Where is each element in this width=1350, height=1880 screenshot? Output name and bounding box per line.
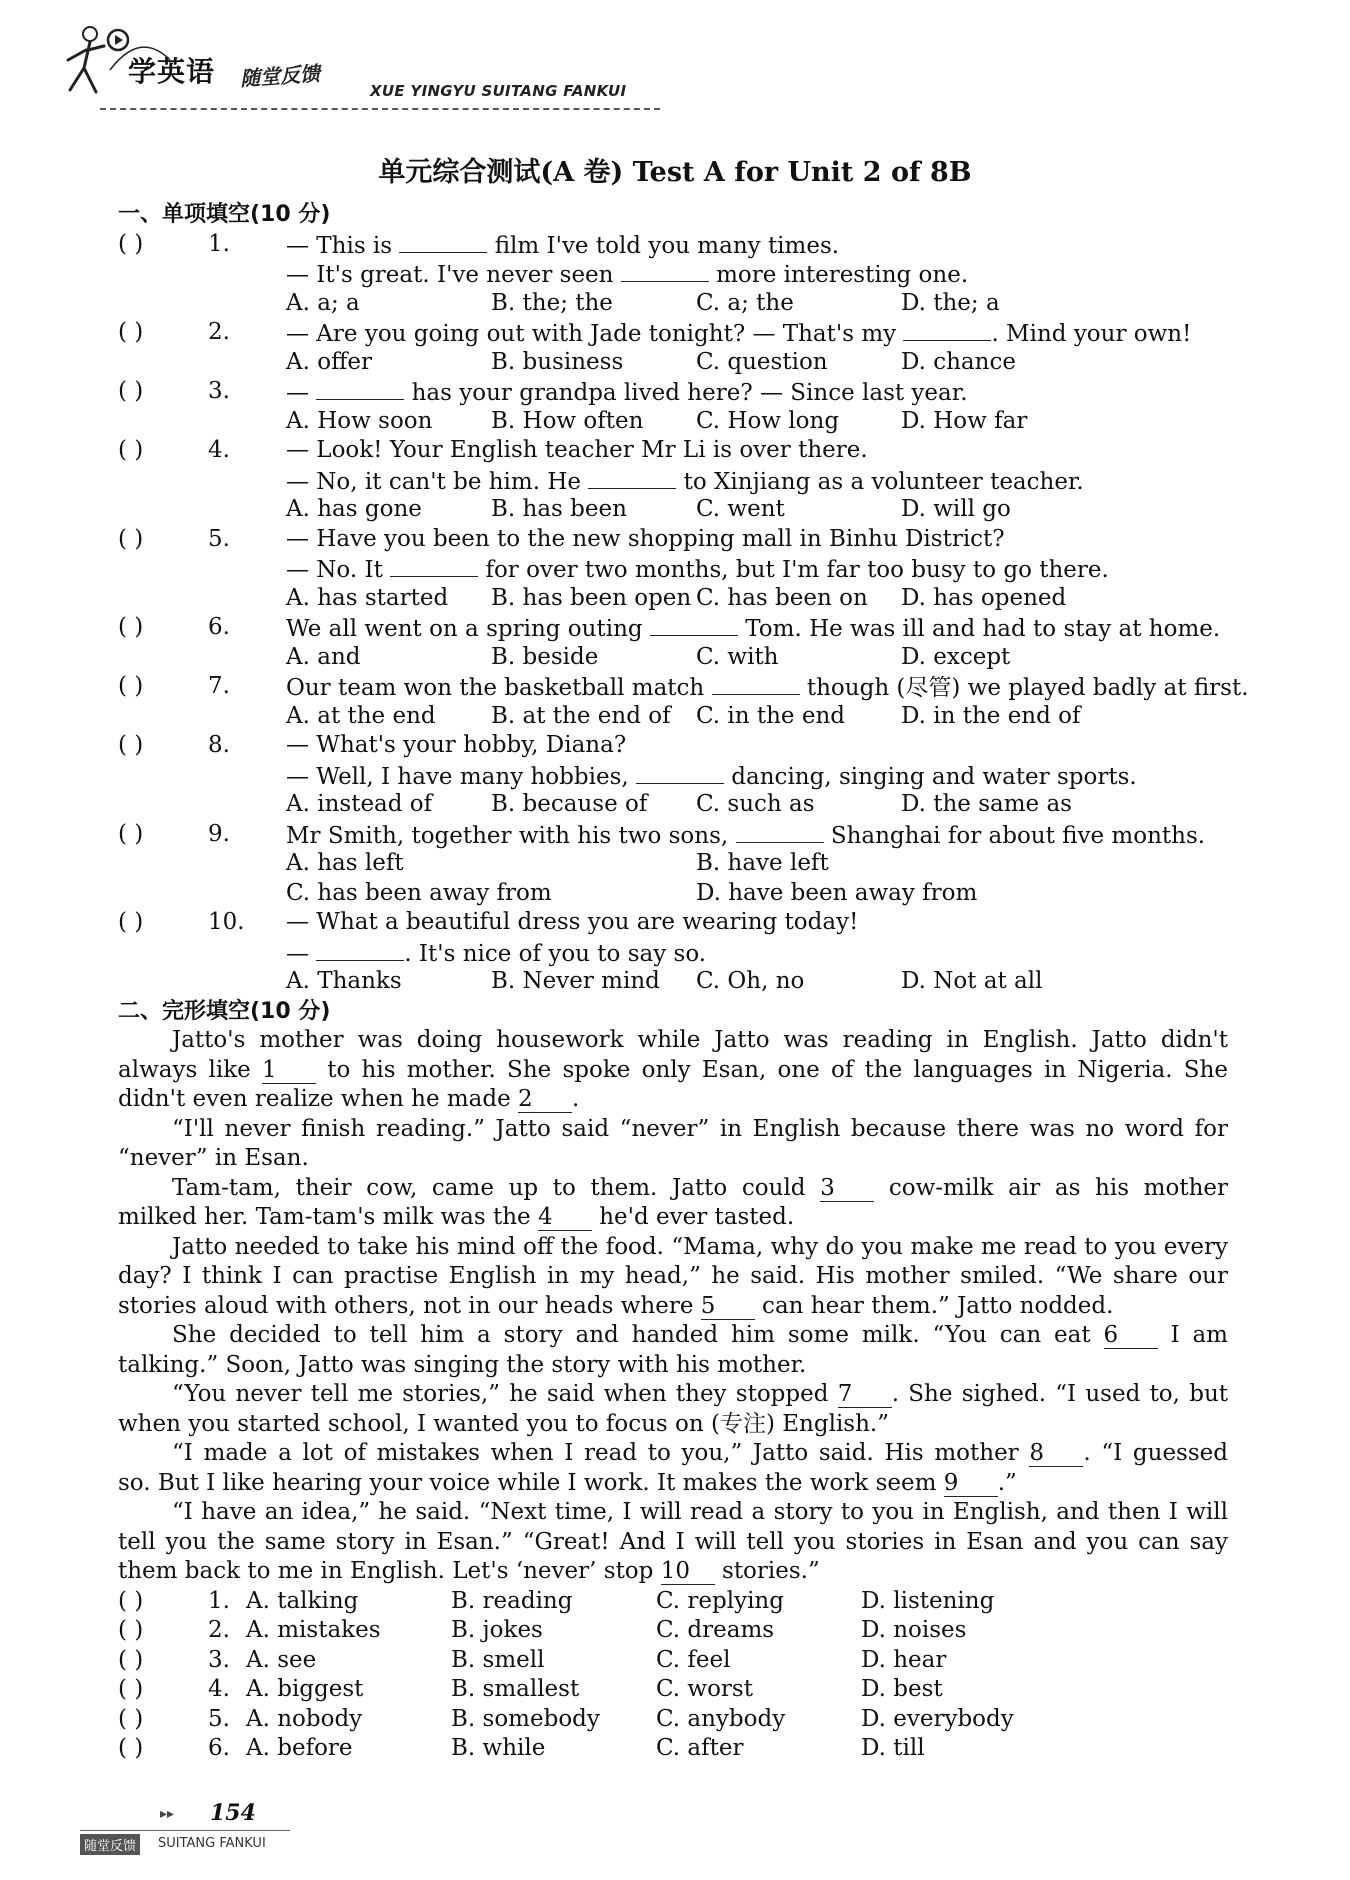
answer-option: B. at the end of <box>491 702 671 729</box>
text-line <box>118 1587 1238 1617</box>
text-line <box>118 525 1238 555</box>
answer-blank <box>316 938 404 961</box>
answer-option: A. nobody <box>246 1705 363 1732</box>
answer-option: A. mistakes <box>246 1617 381 1643</box>
answer-option: D. Not at all <box>901 968 1043 994</box>
text-fragment: always like <box>118 1056 262 1083</box>
text-line <box>118 1321 1238 1351</box>
text-line <box>118 1085 1238 1115</box>
answer-option: B. because of <box>491 791 648 817</box>
text-fragment: We all went on a spring outing <box>286 616 650 642</box>
question-number: 6. <box>208 1735 230 1761</box>
cloze-blank-number: 8 <box>1029 1442 1083 1467</box>
passage-line <box>118 1203 1228 1233</box>
answer-option: D. everybody <box>861 1705 1014 1732</box>
text-fragment: so. But I like hearing your voice while I work. It makes the work seem <box>118 1469 944 1496</box>
arrow-icon: ▸▸ <box>160 1806 175 1822</box>
text-fragment: to his mother. She spoke only Esan, one of the languages in Nigeria. She <box>315 1056 1228 1083</box>
answer-bracket: ( ) <box>118 732 144 758</box>
text-line <box>118 1410 1238 1440</box>
text-fragment: cow-milk air as his mother <box>874 1174 1228 1201</box>
answer-option: C. replying <box>656 1587 784 1614</box>
answer-option: B. How often <box>491 407 644 434</box>
answer-bracket: ( ) <box>118 437 144 463</box>
text-line <box>118 466 1238 496</box>
text-line <box>118 643 1238 673</box>
question-text <box>286 466 1084 498</box>
text-fragment: . She sighed. “I used to, but <box>891 1381 1228 1407</box>
question-number: 10. <box>208 909 245 935</box>
question-text <box>286 436 868 466</box>
passage-line <box>172 1321 1228 1351</box>
text-line <box>118 1439 1238 1469</box>
text-fragment: Tom. He was ill and had to stay at home. <box>737 616 1221 642</box>
text-line <box>118 672 1249 702</box>
question-text <box>286 259 968 291</box>
answer-bracket: ( ) <box>118 230 144 257</box>
passage-line <box>118 1262 1228 1292</box>
text-fragment: “I'll never finish reading.” Jatto said “never” in English because there was no word for <box>172 1115 1228 1142</box>
passage-line <box>172 1115 1228 1145</box>
question-number: 5. <box>208 1705 230 1732</box>
text-fragment: — What's your hobby, Diana? <box>286 732 627 758</box>
text-fragment: more interesting one. <box>708 262 969 288</box>
passage-line <box>118 1351 1228 1381</box>
text-fragment: can hear them.” Jatto nodded. <box>754 1292 1114 1319</box>
answer-option: B. business <box>491 348 624 375</box>
text-line <box>118 761 1238 791</box>
text-line <box>118 1469 1238 1499</box>
answer-option: D. in the end of <box>901 702 1081 729</box>
header-divider <box>100 108 660 110</box>
text-fragment: . Mind your own! <box>991 321 1192 347</box>
answer-bracket: ( ) <box>118 1735 144 1761</box>
text-line <box>118 495 1238 525</box>
text-line <box>118 584 1238 614</box>
answer-option: C. such as <box>696 791 815 817</box>
answer-option: A. talking <box>246 1587 359 1614</box>
answer-option: C. dreams <box>656 1617 775 1643</box>
answer-option: A. before <box>246 1735 353 1761</box>
text-fragment: — Look! Your English teacher Mr Li is over there. <box>286 437 868 463</box>
question-text <box>286 820 1205 852</box>
text-line <box>118 938 1238 968</box>
text-line <box>118 879 1238 909</box>
answer-option: A. has left <box>286 850 404 876</box>
passage-line <box>172 1026 1228 1056</box>
text-line <box>118 436 1238 466</box>
text-line <box>118 1174 1238 1204</box>
passage-line <box>172 1233 1228 1263</box>
answer-option: C. Oh, no <box>696 968 805 994</box>
answer-option: A. instead of <box>286 791 433 817</box>
answer-option: C. worst <box>656 1676 753 1702</box>
text-line <box>118 1115 1238 1145</box>
answer-bracket: ( ) <box>118 909 144 935</box>
question-text <box>286 525 1005 555</box>
text-fragment: . “I guessed <box>1083 1440 1228 1466</box>
text-line <box>118 1380 1238 1410</box>
brand-subtitle-cn: 随堂反馈 <box>239 61 321 91</box>
answer-option: A. a; a <box>286 289 360 316</box>
text-fragment: — No, it can't be him. He <box>286 468 589 495</box>
question-number: 6. <box>208 614 230 640</box>
answer-bracket: ( ) <box>118 525 144 552</box>
text-line <box>118 1705 1238 1735</box>
answer-option: B. smell <box>451 1646 545 1673</box>
page-header <box>60 20 660 120</box>
page-number: 154 <box>210 1800 256 1826</box>
text-line <box>118 554 1238 584</box>
cloze-blank-number: 7 <box>838 1383 892 1408</box>
answer-bracket: ( ) <box>118 1646 144 1673</box>
answer-option: C. question <box>696 348 828 375</box>
text-line <box>118 377 1238 407</box>
question-text <box>286 377 968 409</box>
question-text <box>286 908 858 938</box>
brand-title-en: XUE YINGYU SUITANG FANKUI <box>370 82 627 100</box>
text-fragment: Shanghai for about five months. <box>823 822 1206 849</box>
answer-option: A. How soon <box>286 407 433 434</box>
answer-bracket: ( ) <box>118 673 144 699</box>
answer-blank <box>621 259 709 282</box>
text-fragment: — This is <box>286 232 400 259</box>
text-fragment: Jatto needed to take his mind off the food. “Mama, why do you make me read to you every <box>172 1233 1228 1260</box>
text-fragment: for over two months, but I'm far too busy to go there. <box>478 557 1109 583</box>
footer-badge: 随堂反馈 <box>80 1834 140 1855</box>
answer-option: C. in the end <box>696 702 846 729</box>
answer-option: D. except <box>901 643 1011 670</box>
answer-bracket: ( ) <box>118 1587 144 1614</box>
text-line <box>118 259 1238 289</box>
answer-blank <box>390 554 478 577</box>
text-line <box>118 849 1238 879</box>
question-number: 7. <box>208 673 230 699</box>
question-text <box>286 731 626 761</box>
answer-option: A. and <box>286 643 361 670</box>
answer-blank <box>712 672 800 695</box>
text-fragment: Our team won the basketball match <box>286 675 712 701</box>
text-fragment: “I have an idea,” he said. “Next time, I will read a story to you in English, and then I will <box>172 1499 1228 1525</box>
answer-option: D. How far <box>901 407 1028 434</box>
text-fragment: “I made a lot of mistakes when I read to you,” Jatto said. His mother <box>172 1440 1030 1466</box>
cloze-blank-number: 6 <box>1104 1324 1158 1349</box>
text-fragment: them back to me in English. Let's ‘never’ stop <box>118 1558 661 1584</box>
question-number: 1. <box>208 1587 230 1614</box>
passage-line <box>172 1439 1228 1469</box>
text-fragment: didn't even realize when he made <box>118 1086 519 1112</box>
question-text <box>286 318 1191 350</box>
answer-option: B. Never mind <box>491 968 660 994</box>
text-fragment: stories.” <box>714 1558 820 1584</box>
answer-option: A. biggest <box>246 1676 364 1702</box>
text-line <box>118 997 1238 1027</box>
answer-blank <box>636 761 724 784</box>
answer-option: B. have left <box>696 850 829 876</box>
text-line <box>118 1734 1238 1764</box>
text-line <box>118 613 1238 643</box>
answer-option: A. Thanks <box>286 968 402 994</box>
answer-option: D. has opened <box>901 584 1067 611</box>
text-line <box>118 407 1238 437</box>
text-fragment: — <box>286 940 317 967</box>
answer-bracket: ( ) <box>118 614 144 640</box>
answer-option: B. somebody <box>451 1705 600 1732</box>
text-line <box>118 348 1238 378</box>
passage-line <box>118 1056 1228 1086</box>
question-number: 2. <box>208 319 230 345</box>
answer-option: A. has gone <box>286 496 422 522</box>
text-fragment: — What a beautiful dress you are wearing today! <box>286 909 859 935</box>
text-line <box>118 1292 1238 1322</box>
answer-bracket: ( ) <box>118 1705 144 1732</box>
answer-bracket: ( ) <box>118 319 144 345</box>
cloze-blank-number: 9 <box>944 1472 998 1497</box>
answer-option: D. hear <box>861 1646 947 1673</box>
answer-option: D. have been away from <box>696 879 978 906</box>
answer-bracket: ( ) <box>118 1617 144 1643</box>
question-number: 8. <box>208 732 230 758</box>
text-fragment: — No. It <box>286 557 391 583</box>
text-fragment: day? I think I can practise English in my head,” he said. His mother smiled. “We share our <box>118 1263 1228 1289</box>
text-line <box>118 908 1238 938</box>
text-fragment: Jatto's mother was doing housework while Jatto was reading in English. Jatto didn't <box>172 1027 1228 1053</box>
answer-option: C. has been on <box>696 584 868 611</box>
page-title: 单元综合测试(A 卷) Test A for Unit 2 of 8B <box>378 157 972 188</box>
answer-option: D. the; a <box>901 289 1000 316</box>
text-fragment: She decided to tell him a story and handed him some milk. “You can eat <box>172 1322 1104 1348</box>
footer-divider <box>80 1830 290 1831</box>
text-fragment: — It's great. I've never seen <box>286 262 621 288</box>
text-line <box>118 1144 1238 1174</box>
text-line <box>118 1616 1238 1646</box>
answer-option: A. see <box>246 1646 317 1673</box>
question-number: 4. <box>208 1676 230 1702</box>
text-fragment: milked her. Tam-tam's milk was the <box>118 1204 538 1230</box>
question-number: 9. <box>208 820 230 847</box>
answer-option: C. after <box>656 1735 744 1761</box>
answer-option: A. offer <box>286 348 373 375</box>
text-fragment: I am <box>1157 1322 1228 1348</box>
text-line <box>118 1026 1238 1056</box>
answer-option: D. best <box>861 1676 943 1702</box>
text-line <box>118 200 1238 230</box>
text-fragment: when you started school, I wanted you to focus on (专注) English.” <box>118 1410 889 1437</box>
passage-line <box>118 1528 1228 1558</box>
brand-title-cn: 学英语 <box>128 55 216 88</box>
question-text <box>286 554 1109 586</box>
question-text <box>286 230 839 262</box>
text-fragment: — Well, I have many hobbies, <box>286 763 636 790</box>
text-line <box>118 318 1238 348</box>
text-line <box>118 1557 1238 1587</box>
text-line <box>118 967 1238 997</box>
answer-option: C. How long <box>696 407 840 434</box>
answer-option: C. feel <box>656 1646 731 1673</box>
text-line <box>118 820 1238 850</box>
text-fragment: tell you the same story in Esan.” “Great! And I will tell you stories in Esan and you can say <box>118 1528 1228 1555</box>
text-fragment: has your grandpa lived here? — Since last year. <box>404 380 968 406</box>
passage-line <box>118 1292 1228 1322</box>
text-line <box>118 1646 1238 1676</box>
answer-option: B. smallest <box>451 1676 580 1702</box>
answer-option: C. went <box>696 496 785 522</box>
text-fragment: — <box>286 380 317 406</box>
answer-option: B. beside <box>491 643 599 670</box>
section-heading: 二、完形填空(10 分) <box>118 998 331 1024</box>
text-line <box>118 1528 1238 1558</box>
text-line <box>118 1351 1238 1381</box>
answer-option: B. has been open <box>491 584 692 611</box>
answer-option: C. with <box>696 643 779 670</box>
answer-option: D. noises <box>861 1617 967 1643</box>
answer-option: A. at the end <box>286 702 436 729</box>
answer-option: B. while <box>451 1735 546 1761</box>
text-line <box>118 230 1238 260</box>
text-fragment: to Xinjiang as a volunteer teacher. <box>676 468 1084 495</box>
answer-blank <box>650 613 738 636</box>
text-fragment: though (尽管) we played badly at first. <box>799 675 1249 701</box>
answer-option: B. reading <box>451 1587 573 1614</box>
question-number: 3. <box>208 1646 230 1673</box>
question-number: 5. <box>208 525 230 552</box>
answer-option: D. will go <box>901 496 1011 522</box>
answer-blank <box>316 377 404 400</box>
text-fragment: . It's nice of you to say so. <box>404 940 707 967</box>
answer-bracket: ( ) <box>118 378 144 404</box>
footer-brand: SUITANG FANKUI <box>158 1836 266 1851</box>
test-content <box>118 200 1249 1764</box>
question-text <box>286 938 706 970</box>
text-fragment: — Are you going out with Jade tonight? — That's my <box>286 321 904 347</box>
question-number: 3. <box>208 378 230 404</box>
cloze-blank-number: 3 <box>820 1177 874 1202</box>
text-line <box>118 1262 1238 1292</box>
page-footer <box>80 1800 480 1880</box>
text-fragment: — Have you been to the new shopping mall in Binhu District? <box>286 525 1005 552</box>
answer-blank <box>588 466 676 489</box>
text-fragment: .” <box>997 1469 1017 1496</box>
text-fragment: film I've told you many times. <box>487 232 840 259</box>
answer-blank <box>903 318 991 341</box>
text-fragment: Mr Smith, together with his two sons, <box>286 822 736 849</box>
question-number: 4. <box>208 437 230 463</box>
answer-blank <box>736 820 824 843</box>
question-text <box>286 613 1220 645</box>
answer-option: D. till <box>861 1735 925 1761</box>
text-line <box>118 1498 1238 1528</box>
passage-line <box>118 1469 1228 1499</box>
text-fragment: talking.” Soon, Jatto was singing the story with his mother. <box>118 1351 807 1378</box>
answer-option: B. has been <box>491 496 627 522</box>
answer-option: B. the; the <box>491 289 613 316</box>
text-line <box>118 790 1238 820</box>
question-text <box>286 672 1249 704</box>
answer-option: C. has been away from <box>286 879 552 906</box>
passage-line <box>172 1498 1228 1528</box>
answer-option: B. jokes <box>451 1617 543 1643</box>
text-fragment: “You never tell me stories,” he said when they stopped <box>172 1381 838 1407</box>
answer-option: A. has started <box>286 584 449 611</box>
cloze-blank-number: 5 <box>701 1295 755 1320</box>
text-line <box>118 731 1238 761</box>
text-fragment: “never” in Esan. <box>118 1145 309 1171</box>
text-fragment: he'd ever tasted. <box>591 1204 795 1230</box>
cloze-blank-number: 10 <box>661 1560 715 1585</box>
text-fragment: Tam-tam, their cow, came up to them. Jatto could <box>172 1174 821 1201</box>
section-heading: 一、单项填空(10 分) <box>118 202 331 227</box>
answer-bracket: ( ) <box>118 1676 144 1702</box>
passage-line <box>118 1085 1228 1115</box>
text-line <box>118 1233 1238 1263</box>
text-line <box>118 1056 1238 1086</box>
answer-option: D. the same as <box>901 791 1072 817</box>
answer-option: C. anybody <box>656 1705 786 1732</box>
cloze-blank-number: 2 <box>518 1088 572 1113</box>
text-fragment: dancing, singing and water sports. <box>724 763 1137 790</box>
text-line <box>118 1675 1238 1705</box>
text-line <box>118 289 1238 319</box>
question-number: 2. <box>208 1617 230 1643</box>
cloze-blank-number: 1 <box>262 1059 316 1084</box>
text-fragment: stories aloud with others, not in our heads where <box>118 1292 701 1319</box>
answer-bracket: ( ) <box>118 820 144 847</box>
question-text <box>286 761 1137 793</box>
answer-option: C. a; the <box>696 289 794 316</box>
text-line <box>118 702 1238 732</box>
text-line <box>118 1203 1238 1233</box>
passage-line <box>172 1174 1228 1204</box>
answer-option: D. listening <box>861 1587 995 1614</box>
passage-line <box>172 1380 1228 1410</box>
answer-option: D. chance <box>901 348 1016 375</box>
passage-line <box>118 1410 1228 1440</box>
cloze-blank-number: 4 <box>538 1206 592 1231</box>
answer-blank <box>399 230 487 253</box>
text-fragment: . <box>572 1086 580 1112</box>
passage-line <box>118 1557 1228 1587</box>
passage-line <box>118 1144 1228 1174</box>
question-number: 1. <box>208 230 230 257</box>
